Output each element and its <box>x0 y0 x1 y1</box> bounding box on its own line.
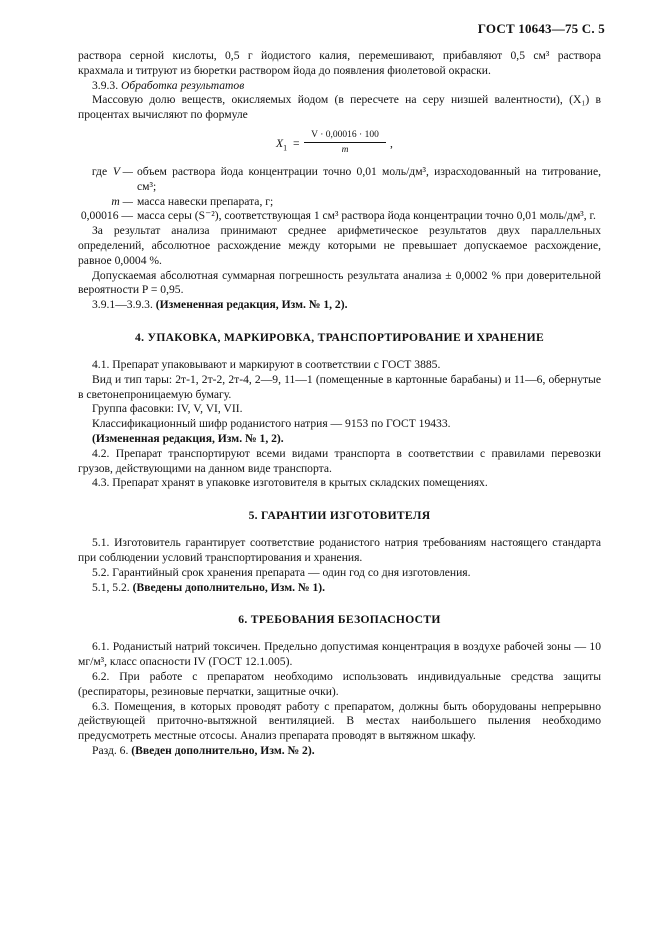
section-5-amendment: 5.1, 5.2. (Введены дополнительно, Изм. № 1). <box>92 580 325 594</box>
section-6-p3: 6.3. Помещения, в которых проводят работу с препаратом, должны быть оборудованы непрерывно действующей приточно-вытяжной вентиляцией. В местах наибольшего пыления необходимо предусмотреть местные отсосы. Анализ препарата проводят в вытяжном шкафу. <box>78 699 601 743</box>
section-6-p1: 6.1. Роданистый натрий токсичен. Предельно допустимая концентрация в воздухе рабочей зоны — 10 мг/м³, класс опасности IV (ГОСТ 12.1.005). <box>78 640 601 669</box>
calc-text: Массовую долю веществ, окисляемых йодом (в пересчете на серу низшей валентности), (X₁) в процентах вычисляют по формуле <box>78 93 601 122</box>
subsection-heading <box>78 79 601 94</box>
section-4-p5: 4.2. Препарат транспортируют всеми видами транспорта в соответствии с правилами перевозки грузов, действующими на данном виде транспорта. <box>78 446 601 475</box>
definition-text: масса навески препарата, г; <box>137 194 274 208</box>
formula-comma: , <box>390 136 393 150</box>
subsection-number: 3.9.3. <box>92 78 119 92</box>
page-header: ГОСТ 10643—75 С. 5 <box>477 21 605 36</box>
section-4-p2: Вид и тип тары: 2т-1, 2т-2, 2т-4, 2—9, 11—1 (помещенные в картонные барабаны) и 11—6, обернутые в светонепроницаемую бумагу. <box>78 372 601 401</box>
amendment-note: 3.9.1—3.9.3. (Измененная редакция, Изм. № 1, 2). <box>92 298 348 312</box>
formula-equals: = <box>293 136 300 150</box>
formula-denominator: m <box>341 144 349 155</box>
subsection-title: Обработка результатов <box>121 78 245 92</box>
definition-term: m — <box>111 194 133 208</box>
definition-text: объем раствора йода концентрации точно 0,01 моль/дм³, израсходованный на титрование, см³; <box>137 164 601 193</box>
definition-item <box>78 195 601 210</box>
definition-term: 0,00016 — <box>80 209 133 223</box>
section-6-p2: 6.2. При работе с препаратом необходимо использовать индивидуальные средства защиты (респираторы, резиновые перчатки, защитные очки). <box>78 669 601 698</box>
formula-numerator: V · 0,00016 · 100 <box>311 129 379 140</box>
analysis-paragraph-1: За результат анализа принимают среднее арифметическое результатов двух параллельных определений, абсолютное расхождение между которыми не превышает допускаемое расхождение, равное 0,0004 %. <box>78 224 601 267</box>
fraction-bar <box>304 142 386 143</box>
section-4-p6: 4.3. Препарат хранят в упаковке изготовителя в крытых складских помещениях. <box>92 476 488 490</box>
definition-item <box>78 209 601 224</box>
section-4-p4: Классификационный шифр роданистого натрия — 9153 по ГОСТ 19433. <box>92 417 451 431</box>
analysis-paragraph-2: Допускаемая абсолютная суммарная погрешность результата анализа ± 0,0002 % при доверительной вероятности P = 0,95. <box>78 268 601 297</box>
section-5-p1: 5.1. Изготовитель гарантирует соответствие роданистого натрия требованиям настоящего стандарта при соблюдении условий транспортирования и хранения. <box>78 536 601 564</box>
formula-fraction <box>304 129 386 156</box>
definition-term: V — <box>112 164 133 178</box>
intro-line-1: раствора серной кислоты, 0,5 г йодистого калия, перемешивают, прибавляют 0,5 см³ раствора <box>78 49 601 62</box>
definitions-list <box>78 165 601 224</box>
section-6-title: 6. ТРЕБОВАНИЯ БЕЗОПАСНОСТИ <box>238 613 441 627</box>
definition-text: масса серы (S⁻²), соответствующая 1 см³ раствора йода концентрации точно 0,01 моль/дм³, г. <box>137 209 596 223</box>
intro-line-2: крахмала и титруют из бюретки раствором йода до появления фиолетовой окраски. <box>78 63 491 77</box>
section-5-title: 5. ГАРАНТИИ ИЗГОТОВИТЕЛЯ <box>248 509 431 523</box>
section-4-title: 4. УПАКОВКА, МАРКИРОВКА, ТРАНСПОРТИРОВАНИЕ И ХРАНЕНИЕ <box>135 330 544 344</box>
page-content <box>78 49 601 759</box>
formula-lhs: $X_1$ <box>276 136 288 153</box>
section-6-amendment: Разд. 6. (Введен дополнительно, Изм. № 2). <box>92 743 315 757</box>
section-4-amendment: (Измененная редакция, Изм. № 1, 2). <box>92 431 284 445</box>
formula <box>78 129 601 159</box>
section-4-p3: Группа фасовки: IV, V, VI, VII. <box>92 402 243 416</box>
section-4-p1: 4.1. Препарат упаковывают и маркируют в соответствии с ГОСТ 3885. <box>92 357 441 371</box>
definition-item: где V — объем раствора йода концентрации точно 0,01 моль/дм³, израсходованный на титрование, см³; <box>91 164 601 193</box>
section-5-p2: 5.2. Гарантийный срок хранения препарата — один год со дня изготовления. <box>92 565 471 579</box>
